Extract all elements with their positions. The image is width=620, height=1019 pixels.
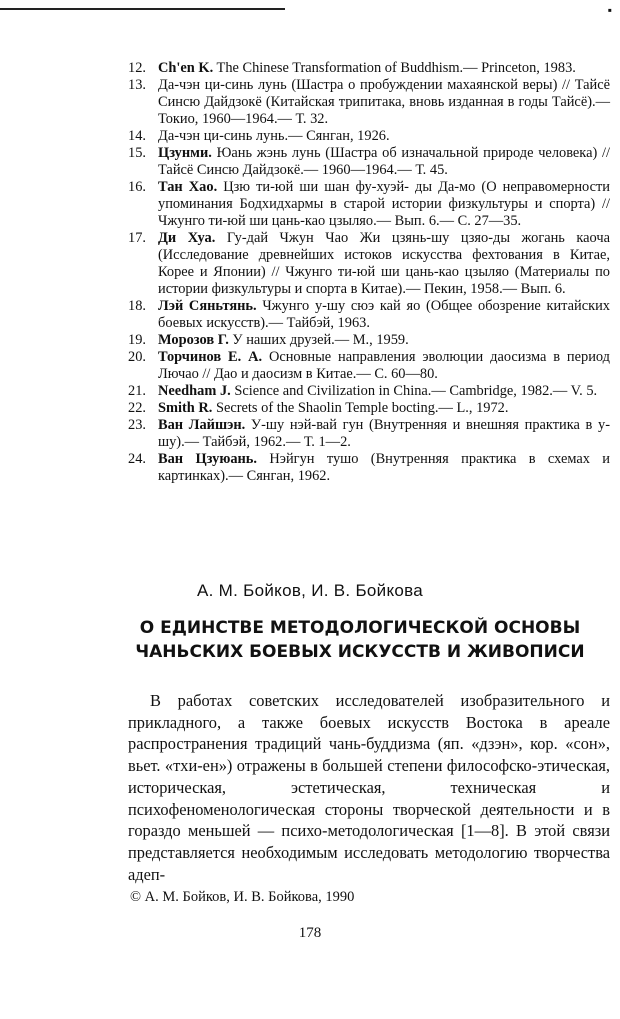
reference-item xyxy=(128,383,610,400)
reference-item xyxy=(128,298,610,332)
reference-text: The Chinese Transformation of Buddhism.— Princeton, 1983. xyxy=(213,60,576,76)
reference-number: 21. xyxy=(128,383,146,399)
reference-item xyxy=(128,230,610,298)
reference-number: 22. xyxy=(128,400,146,416)
reference-author: Лэй Сяньтянь. xyxy=(158,298,257,314)
reference-text: Да-чэн ци-синь лунь (Шастра о пробуждении махаянской веры) // Тайсё Синсю Дайдзокё (Китайская трипитака, вновь изданная в годы Тайсё).— Токио, 1960—1964.— Т. 32. xyxy=(158,77,610,127)
reference-text: Цзю ти-юй ши шан фу-хуэй- ды Да-мо (О неправомерности упоминания Бодхидхармы в старой истории физкультуры и спорта) // Чжунго ти-юй ши цань-као цзыляо.— Вып. 6.— С. 27—35. xyxy=(158,179,610,229)
reference-text: Secrets of the Shaolin Temple bocting.— L., 1972. xyxy=(212,400,509,416)
reference-text: Гу-дай Чжун Чао Жи цзянь-шу цзяо-ды жогань каоча (Исследование древнейших истоков искусства фехтования в Китае, Корее и Японии) // Чжунго ти-юй ши цань-као цзыляо (Материалы по истории физкультуры и спорта в Китае).— Пекин, 1958.— Вып. 6. xyxy=(158,230,610,297)
reference-text: Основные направления эволюции даосизма в период Лючао // Дао и даосизм в Китае.— С. 60—80. xyxy=(158,349,611,382)
reference-item xyxy=(128,60,610,77)
reference-number: 18. xyxy=(128,298,146,314)
reference-item xyxy=(128,77,610,128)
reference-item xyxy=(128,451,610,485)
reference-item xyxy=(128,400,610,417)
reference-number: 19. xyxy=(128,332,146,348)
reference-text: У-шу нэй-вай гун (Внутренняя и внешняя практика в у-шу).— Тайбэй, 1962.— Т. 1—2. xyxy=(158,417,610,450)
reference-number: 24. xyxy=(128,451,146,467)
reference-item xyxy=(128,145,610,179)
reference-author: Тан Хао. xyxy=(158,179,218,195)
reference-author: Морозов Г. xyxy=(158,332,229,348)
reference-author: Ван Лайшэн. xyxy=(158,417,246,433)
reference-text: Чжунго у-шу сюэ кай яо (Общее обозрение китайских боевых искусств).— Тайбэй, 1963. xyxy=(158,298,610,331)
reference-number: 23. xyxy=(128,417,146,433)
reference-number: 20. xyxy=(128,349,146,365)
article-title-line-2: ЧАНЬСКИХ БОЕВЫХ ИСКУССТВ И ЖИВОПИСИ xyxy=(135,642,585,662)
reference-number: 13. xyxy=(128,77,146,93)
article-authors: А. М. Бойков, И. В. Бойкова xyxy=(196,581,424,600)
reference-author: Ch'en K. xyxy=(158,60,214,76)
reference-author: Smith R. xyxy=(158,400,213,416)
reference-text: Нэйгун тушо (Внутренняя практика в схемах и картинках).— Сянган, 1962. xyxy=(158,451,611,484)
top-rule xyxy=(0,8,285,10)
reference-author: Ди Хуа. xyxy=(158,230,216,246)
reference-text: Да-чэн ци-синь лунь.— Сянган, 1926. xyxy=(158,128,390,144)
reference-item xyxy=(128,179,610,230)
reference-text: Юань жэнь лунь (Шастра об изначальной природе человека) // Тайсё Синсю Дайдзокё.— 1960—1964.— Т. 45. xyxy=(158,145,610,178)
article-title-line-1: О ЕДИНСТВЕ МЕТОДОЛОГИЧЕСКОЙ ОСНОВЫ xyxy=(139,618,581,638)
corner-mark: ▪ xyxy=(607,3,612,17)
reference-number: 17. xyxy=(128,230,146,246)
article-body: В работах советских исследователей изобразительного и прикладного, а также боевых искусств Востока в ареале распространения традиций чань-буддизма (яп. «дзэн», кор. «сон», вьет. «тхи-ен») отражены в большей степени философско-этическая, историческая, эстетическая, техническая и психофеноменологическая стороны творческой деятельности и в гораздо меньшей — психо-методологическая [1—8]. В этой связи представляется необходимым исследовать методологию творчества адеп- xyxy=(128,691,610,884)
reference-author: Needham J. xyxy=(158,383,231,399)
reference-author: Цзунми. xyxy=(158,145,212,161)
reference-number: 15. xyxy=(128,145,146,161)
reference-item xyxy=(128,332,610,349)
reference-number: 12. xyxy=(128,60,146,76)
reference-item xyxy=(128,417,610,451)
reference-author: Ван Цзуюань. xyxy=(158,451,258,467)
article-title xyxy=(100,616,620,664)
copyright-notice: © А. М. Бойков, И. В. Бойкова, 1990 xyxy=(130,889,355,905)
reference-number: 14. xyxy=(128,128,146,144)
reference-number: 16. xyxy=(128,179,146,195)
reference-item xyxy=(128,349,610,383)
page-number: 178 xyxy=(298,925,322,941)
reference-text: Science and Civilization in China.— Cambridge, 1982.— V. 5. xyxy=(230,383,598,399)
reference-item xyxy=(128,128,610,145)
reference-author: Торчинов Е. А. xyxy=(158,349,263,365)
reference-list xyxy=(128,60,610,485)
reference-text: У наших друзей.— М., 1959. xyxy=(228,332,409,348)
